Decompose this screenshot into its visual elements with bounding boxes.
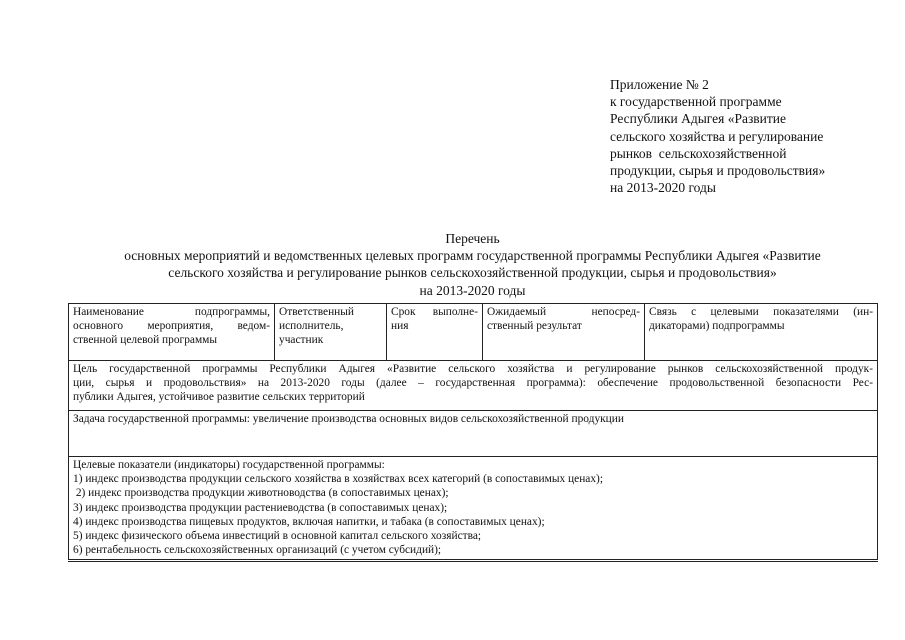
task-row (69, 411, 878, 457)
title-line: основных мероприятий и ведомственных целевых программ государственной программы Республики Адыгея «Развитие (124, 248, 821, 264)
appendix-line: Республики Адыгея «Развитие (610, 111, 787, 127)
indicator-item: 5) индекс физического объема инвестиций в основной капитал сельского хозяйства; (73, 530, 482, 543)
indicator-item: 4) индекс производства пищевых продуктов, включая напитки, и табака (в сопоставимых ценах); (73, 515, 545, 528)
appendix-line: Приложение № 2 (610, 77, 709, 92)
header-text: Связь с целевыми показателями (ин- (649, 306, 873, 318)
header-text: участник (279, 334, 324, 347)
appendix-caption (610, 76, 880, 196)
header-text: ственный результат (487, 320, 582, 333)
indicators-row (69, 457, 878, 561)
header-cell-executor (275, 304, 387, 361)
appendix-line: на 2013-2020 годы (610, 180, 716, 196)
appendix-line: к государственной программе (610, 94, 782, 110)
task-cell (69, 411, 878, 457)
header-cell-indicators-link (645, 304, 878, 361)
indicators-cell (69, 457, 878, 561)
title-line: Перечень (445, 231, 500, 246)
document-title (60, 230, 885, 299)
header-cell-result (483, 304, 645, 361)
goal-line: публики Адыгея, устойчивое развитие сельских территорий (73, 391, 365, 404)
header-text: исполнитель, (279, 320, 344, 333)
indicator-item: 1) индекс производства продукции сельского хозяйства в хозяйствах всех категорий (в сопоставимых ценах); (73, 473, 603, 486)
appendix-line: продукции, сырья и продовольствия» (610, 163, 826, 179)
title-line: на 2013-2020 годы (419, 282, 526, 298)
goal-cell (69, 361, 878, 411)
task-text: Задача государственной программы: увеличение производства основных видов сельскохозяйственной продукции (73, 413, 624, 425)
header-cell-deadline (387, 304, 483, 361)
indicator-item: 2) индекс производства продукции животноводства (в сопоставимых ценах); (73, 487, 449, 500)
header-text: Ожидаемый непосред- (487, 306, 640, 318)
goal-row (69, 361, 878, 411)
header-text: ния (391, 320, 409, 333)
title-line: сельского хозяйства и регулирование рынков сельскохозяйственной продукции, сырья и продовольствия» (168, 265, 777, 281)
header-cell-name (69, 304, 275, 361)
header-text: Наименование подпрограммы, (73, 306, 270, 318)
header-text: ственной целевой программы (73, 334, 218, 347)
header-text: Срок выполне- (391, 306, 478, 318)
goal-line: ции, сырья и продовольствия» на 2013-2020 годы (далее – государственная программа): обеспечение продовольственной безопасности Рес- (73, 377, 873, 390)
measures-table (68, 303, 878, 562)
indicator-item: 6) рентабельность сельскохозяйственных организаций (с учетом субсидий); (73, 544, 442, 557)
appendix-line: сельского хозяйства и регулирование (610, 128, 824, 144)
table-header-row (69, 304, 878, 361)
indicator-item: 3) индекс производства продукции растениеводства (в сопоставимых ценах); (73, 501, 448, 514)
appendix-line: рынков сельскохозяйственной (610, 145, 787, 161)
header-text: основного мероприятия, ведом- (73, 320, 270, 333)
goal-line: Цель государственной программы Республики Адыгея «Развитие сельского хозяйства и регулирование рынков сельскохозяйственной продук- (73, 363, 873, 375)
header-text: Ответственный (279, 306, 355, 318)
header-text: дикаторами) подпрограммы (649, 320, 785, 333)
indicators-title: Целевые показатели (индикаторы) государственной программы: (73, 459, 385, 471)
